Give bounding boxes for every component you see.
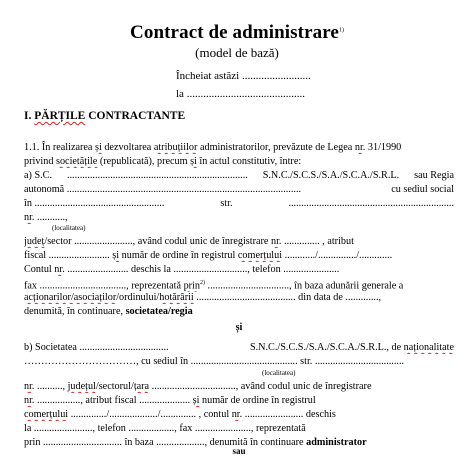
text: cu sediul social [391,184,454,195]
text: și [112,250,120,261]
text: ................................., având codul unic de înregistrare [149,381,372,392]
locality-caption: (localitatea) [262,369,296,377]
text: a) S.C. [24,170,53,181]
paragraph-line [24,305,454,318]
locality-caption: (localitatea) [52,224,86,232]
paragraph-line [24,263,454,276]
paragraph-line [24,141,454,154]
party-label: administrator [306,437,367,448]
paragraph-line [24,249,454,262]
text: ........................ deschis la ............................., telefon ...................... [64,264,340,275]
text: județul [67,381,96,392]
text: ....................................................................... [66,170,248,181]
text: județ [24,236,45,247]
text: nr. [270,236,282,247]
text: în actul constitutiv, între: [196,156,302,167]
text: ............/.............../............. [282,250,393,261]
conjunction [24,321,454,334]
text: /sectorul/ [95,381,134,392]
text: ................................, în baza adunării generale a [204,280,404,292]
text: fax .................................., reprezentată [24,280,184,292]
text: număr de ordine în registrul [199,395,316,406]
document-title [0,22,474,44]
text: hotărârii [159,292,194,303]
text: denumită, în continuare, [24,306,126,317]
footnote-ref: 2) [199,280,205,286]
section-heading-rest: CONTRACTANTE [85,110,186,122]
text: (republicată), precum [97,156,191,167]
conjunction [24,445,454,458]
text: societățile [55,156,98,167]
text: ................., atribut fiscal .................... [34,395,193,406]
text: 31/1990 [365,142,402,153]
paragraph-line: ……………………………, cu sediul în .......................................... str. ................................... [24,356,405,367]
text: dezvoltarea [101,142,154,153]
text: nr. [24,395,35,406]
paragraph-line [24,408,454,421]
conjunction-text: sau [232,446,246,456]
text: .............. , atribut [281,236,354,247]
paragraph-line [24,394,454,407]
text: ....................... deschis [242,409,336,420]
paragraph-line [24,197,454,210]
text: S.N.C./S.C.S./S.A./S.C.A./S.R.L., de [249,342,404,353]
text: .........., [34,381,68,392]
title-text: Contract de administrare [130,22,339,43]
concluded-date-line: Încheiat astăzi ......................... [176,70,311,82]
text: /sector ......................., având codul unic de înregistrare [44,236,271,247]
section-heading [24,110,185,122]
paragraph-line [24,291,454,304]
text: S.N.C./S.C.S./S.A./S.C.A./S.R.L. [262,170,400,181]
text: /ordinului/ [116,292,160,303]
text: țara [133,381,150,392]
text: 1.1. În realizarea [24,142,95,153]
text: atribuțiilor [153,142,198,153]
text: nr. [24,381,35,392]
text: și [190,156,197,167]
text: prin ............................... în baza ..................., denumită în continuare [24,437,307,448]
text: privind [24,156,56,167]
text: comerțului [24,409,69,420]
text: b) Societatea ................................... [24,342,169,353]
text: Contul [24,264,55,275]
text: și [192,395,200,406]
paragraph-line [24,235,454,248]
paragraph-line: la ......................., telefon .................., fax ......................, reprezentată [24,423,306,434]
paragraph-line [24,169,454,182]
text: număr de ordine în registrul [119,250,238,261]
section-heading-prefix: I. [24,110,35,122]
text: str. [220,198,233,209]
text: nr. [231,409,243,420]
text: ..........., [34,212,68,223]
text: ....................................... din data de ............., [193,292,382,303]
paragraph-line [24,341,454,354]
text: comerțului [237,250,283,261]
document-subtitle: (model de bază) [195,45,279,60]
text: fiscal ........................ [24,250,113,261]
text: ............../.................../.............. , contul [68,409,232,420]
title-footnote-ref: 1) [338,27,344,34]
text: prin [183,280,200,292]
text: nr. [24,212,35,223]
text: în ................................................... [24,198,165,209]
text: nr. [54,264,65,275]
text: nr. [354,142,366,153]
text: sau Regia [414,170,454,181]
text: autonomă ............................................................................................ [24,184,302,195]
conjunction-text: și [235,322,243,333]
text: acționarilor/asociaților [24,292,117,303]
concluded-place-line: la ........................................... [176,88,305,100]
paragraph-line [24,183,454,196]
paragraph-line [24,155,454,168]
text: administratorilor, prevăzute de Legea [197,142,355,153]
section-heading-word: PĂRȚILE [34,110,86,122]
party-label: societatea/regia [125,306,193,317]
paragraph-line [24,380,454,393]
text: naționalitate [403,342,454,353]
text: ................................................................. [288,198,454,209]
text: și [94,142,102,153]
